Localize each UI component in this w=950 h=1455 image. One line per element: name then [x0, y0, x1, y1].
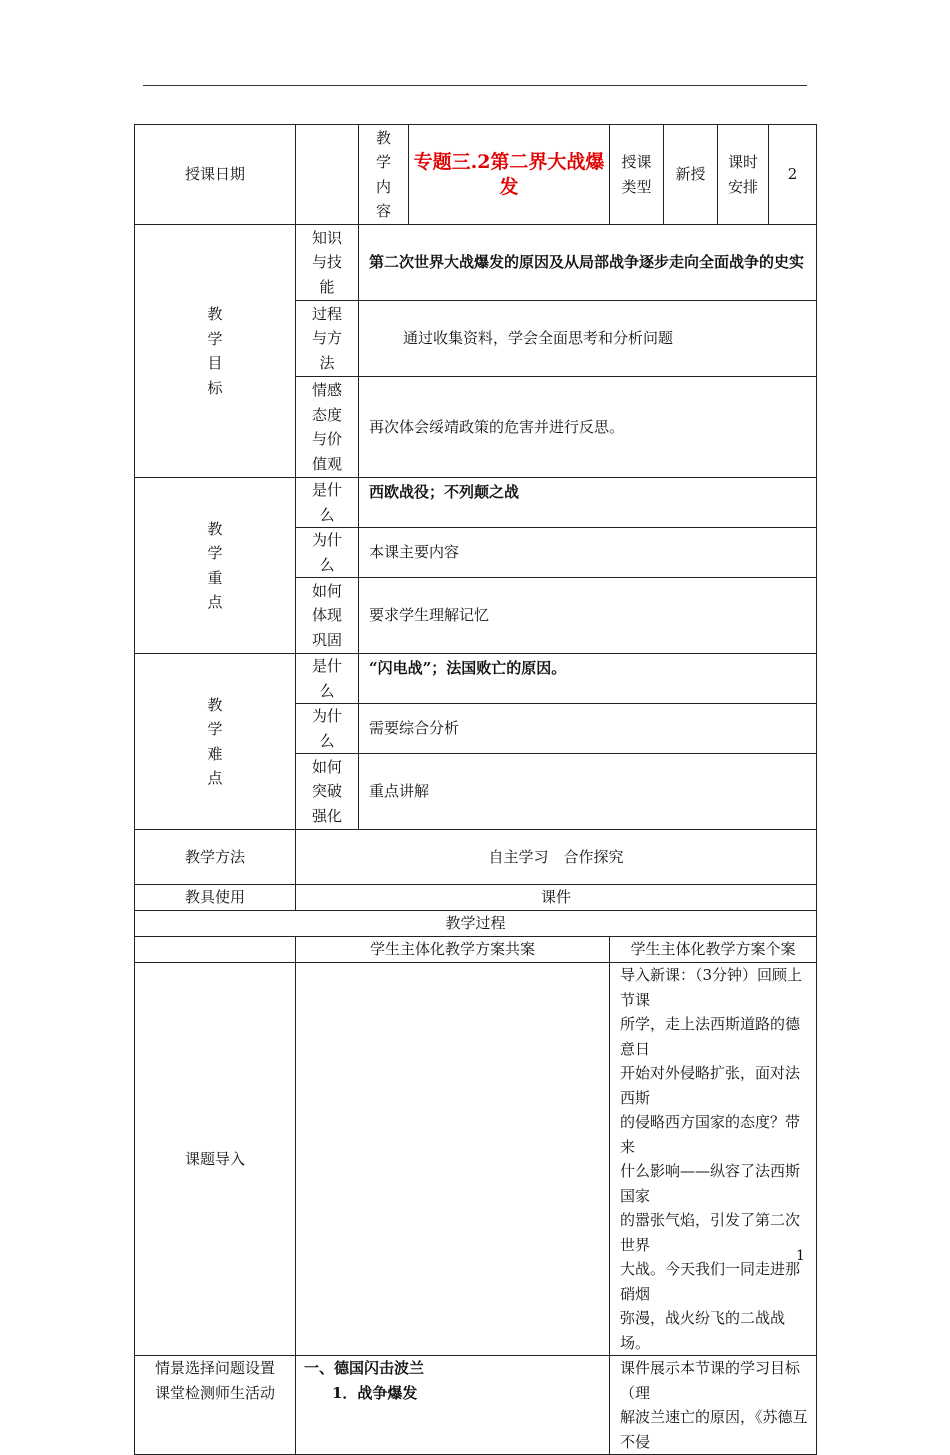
method-value: 自主学习 合作探究: [296, 830, 817, 885]
goals-sub-label: 知识 与技 能: [296, 225, 359, 301]
goals-text: 通过收集资料，学会全面思考和分析问题: [359, 301, 817, 377]
goals-row-1: [135, 225, 817, 301]
process-title: 教学过程: [135, 911, 817, 937]
tools-row: [135, 885, 817, 911]
goals-label: 教 学 目 标: [135, 225, 296, 478]
difficulties-text: 重点讲解: [359, 754, 817, 830]
scene-label: 情景选择问题设置 课堂检测师生活动: [135, 1356, 296, 1455]
type-value: 新授: [664, 125, 718, 225]
scene-common: 一、德国闪击波兰 1．战争爆发: [296, 1356, 610, 1455]
goals-sub-label: 过程 与方 法: [296, 301, 359, 377]
process-title-row: [135, 911, 817, 937]
page-number: 1: [796, 1248, 805, 1264]
keypoints-text: 西欧战役；不列颠之战: [359, 478, 817, 528]
difficulties-label: 教 学 难 点: [135, 654, 296, 830]
method-label: 教学方法: [135, 830, 296, 885]
difficulties-sub-label: 为什 么: [296, 704, 359, 754]
lesson-plan-table: [134, 124, 817, 1455]
difficulties-sub-label: 是什 么: [296, 654, 359, 704]
date-label: 授课日期: [135, 125, 296, 225]
method-row: [135, 830, 817, 885]
tools-label: 教具使用: [135, 885, 296, 911]
keypoints-row-1: [135, 478, 817, 528]
process-header-empty: [135, 937, 296, 963]
process-header-row: [135, 937, 817, 963]
hours-label: 课时 安排: [718, 125, 769, 225]
difficulties-text: “闪电战”；法国败亡的原因。: [359, 654, 817, 704]
lesson-title: 专题三.2第二界大战爆发: [409, 125, 610, 225]
keypoints-sub-label: 为什 么: [296, 528, 359, 578]
content-label: 教 学 内 容: [359, 125, 409, 225]
goals-sub-label: 情感 态度 与价 值观: [296, 377, 359, 478]
goals-text: 再次体会绥靖政策的危害并进行反思。: [359, 377, 817, 478]
difficulties-row-1: [135, 654, 817, 704]
difficulties-text: 需要综合分析: [359, 704, 817, 754]
keypoints-text: 要求学生理解记忆: [359, 578, 817, 654]
header-row: [135, 125, 817, 225]
date-value: [296, 125, 359, 225]
keypoints-sub-label: 是什 么: [296, 478, 359, 528]
intro-common: [296, 963, 610, 1356]
difficulties-sub-label: 如何 突破 强化: [296, 754, 359, 830]
intro-label: 课题导入: [135, 963, 296, 1356]
keypoints-sub-label: 如何 体现 巩固: [296, 578, 359, 654]
keypoints-text: 本课主要内容: [359, 528, 817, 578]
scene-row: [135, 1356, 817, 1455]
col-individual-header: 学生主体化教学方案个案: [610, 937, 817, 963]
header-rule: [143, 85, 807, 86]
goals-text: 第二次世界大战爆发的原因及从局部战争逐步走向全面战争的史实: [359, 225, 817, 301]
hours-value: 2: [769, 125, 817, 225]
intro-individual: 导入新课：（3分钟）回顾上节课 所学，走上法西斯道路的德意日 开始对外侵略扩张，面对法西斯 的侵略西方国家的态度？带来 什么影响——纵容了法西斯国家 的嚣张气焰，引发了第二次世界 大战。今天我们一同走进那硝烟 弥漫，战火纷飞的二战战场。: [610, 963, 817, 1356]
type-label: 授课 类型: [610, 125, 664, 225]
scene-individual: 课件展示本节课的学习目标（理 解波兰速亡的原因，《苏德互不侵: [610, 1356, 817, 1455]
intro-row: [135, 963, 817, 1356]
tools-value: 课件: [296, 885, 817, 911]
keypoints-label: 教 学 重 点: [135, 478, 296, 654]
col-common-header: 学生主体化教学方案共案: [296, 937, 610, 963]
